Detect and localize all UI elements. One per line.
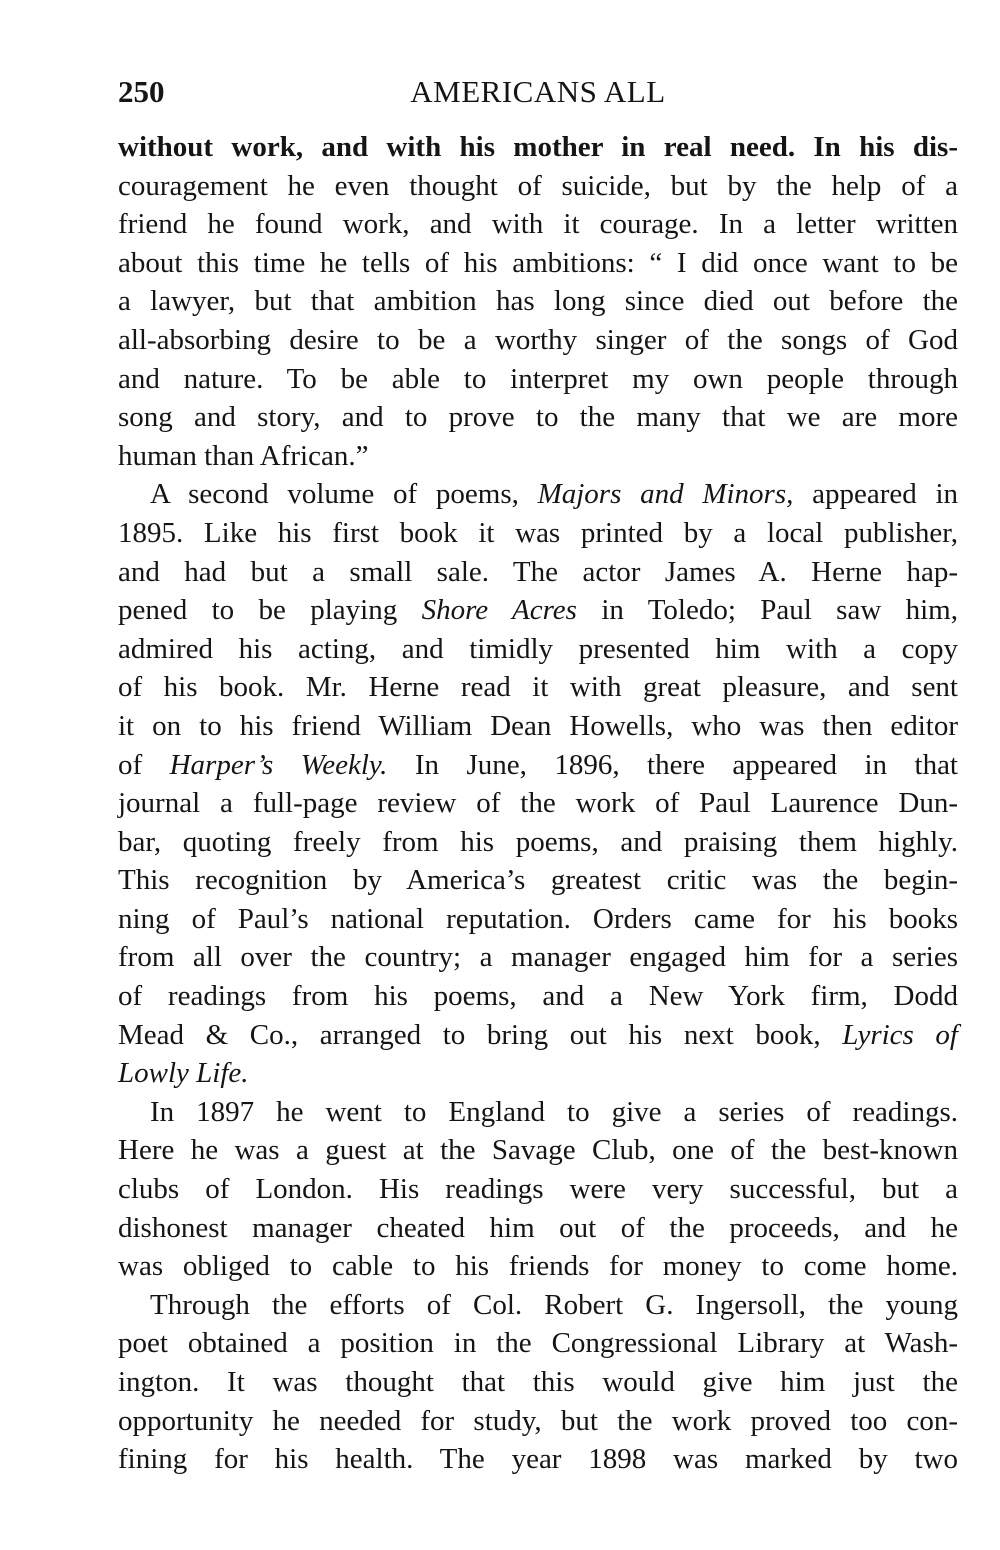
text-line: ington. It was thought that this would give him just the	[118, 1366, 958, 1398]
text-line: pened to be playing Shore Acres in Toledo; Paul saw him,	[118, 594, 958, 627]
text-line: a lawyer, but that ambition has long since died out before the	[118, 285, 958, 318]
text-line: without work, and with his mother in real need. In his dis-	[118, 131, 958, 163]
paragraph	[118, 1286, 958, 1479]
paragraph	[118, 128, 958, 475]
text-line: Mead & Co., arranged to bring out his next book, Lyrics of	[118, 1018, 958, 1051]
text-line: Here he was a guest at the Savage Club, one of the best-known	[118, 1134, 958, 1167]
body-text	[118, 128, 958, 1479]
running-title: AMERICANS ALL	[410, 74, 666, 109]
text-line: of his book. Mr. Herne read it with great pleasure, and sent	[118, 671, 958, 704]
text-line: opportunity he needed for study, but the work proved too con-	[118, 1404, 958, 1437]
journal-title: Harper’s Weekly.	[169, 748, 388, 781]
book-title: Majors and Minors,	[537, 478, 794, 511]
text-line: poet obtained a position in the Congressional Library at Wash-	[118, 1327, 958, 1360]
text-line: song and story, and to prove to the many that we are more	[118, 401, 958, 434]
text-line: and nature. To be able to interpret my own people through	[118, 362, 958, 395]
paragraph	[118, 475, 958, 1093]
book-title: Lowly Life.	[118, 1057, 249, 1090]
text-line: fining for his health. The year 1898 was marked by two	[118, 1443, 958, 1476]
text-line: journal a full-page review of the work of Paul Laurence Dun-	[118, 787, 958, 820]
text-line: clubs of London. His readings were very successful, but a	[118, 1173, 958, 1206]
text-line: was obliged to cable to his friends for money to come home.	[118, 1250, 958, 1283]
text-line: ning of Paul’s national reputation. Orders came for his books	[118, 902, 958, 935]
text-line: In 1897 he went to England to give a series of readings.	[150, 1095, 958, 1128]
text-line: it on to his friend William Dean Howells, who was then editor	[118, 709, 958, 742]
text-line	[118, 1054, 958, 1093]
text-line: dishonest manager cheated him out of the proceeds, and he	[118, 1211, 958, 1244]
book-title: Lyrics of	[842, 1018, 958, 1051]
text-line: and had but a small sale. The actor James A. Herne hap-	[118, 555, 958, 588]
text-line: from all over the country; a manager engaged him for a series	[118, 941, 958, 974]
page-number: 250	[118, 74, 165, 109]
text-line: human than African.”	[118, 439, 369, 472]
text-line: friend he found work, and with it courage. In a letter written	[118, 208, 958, 241]
text-line: This recognition by America’s greatest critic was the begin-	[118, 864, 958, 897]
play-title: Shore Acres	[421, 594, 577, 627]
text-line: admired his acting, and timidly presented him with a copy	[118, 632, 958, 665]
text-line: 1895. Like his first book it was printed by a local publisher,	[118, 516, 958, 549]
paragraph	[118, 1093, 958, 1286]
text-line: of readings from his poems, and a New York firm, Dodd	[118, 980, 958, 1013]
text-line: all-absorbing desire to be a worthy singer of the songs of God	[118, 323, 958, 356]
text-line: Through the efforts of Col. Robert G. Ingersoll, the young	[150, 1288, 958, 1321]
text-line: couragement he even thought of suicide, but by the help of a	[118, 169, 958, 202]
text-line: bar, quoting freely from his poems, and praising them highly.	[118, 825, 958, 858]
text-line: about this time he tells of his ambitions: “ I did once want to be	[118, 246, 958, 279]
running-head	[118, 72, 958, 112]
text-line: A second volume of poems, Majors and Minors, appeared in	[150, 478, 959, 511]
text-line: of Harper’s Weekly. In June, 1896, there appeared in that	[118, 748, 958, 781]
